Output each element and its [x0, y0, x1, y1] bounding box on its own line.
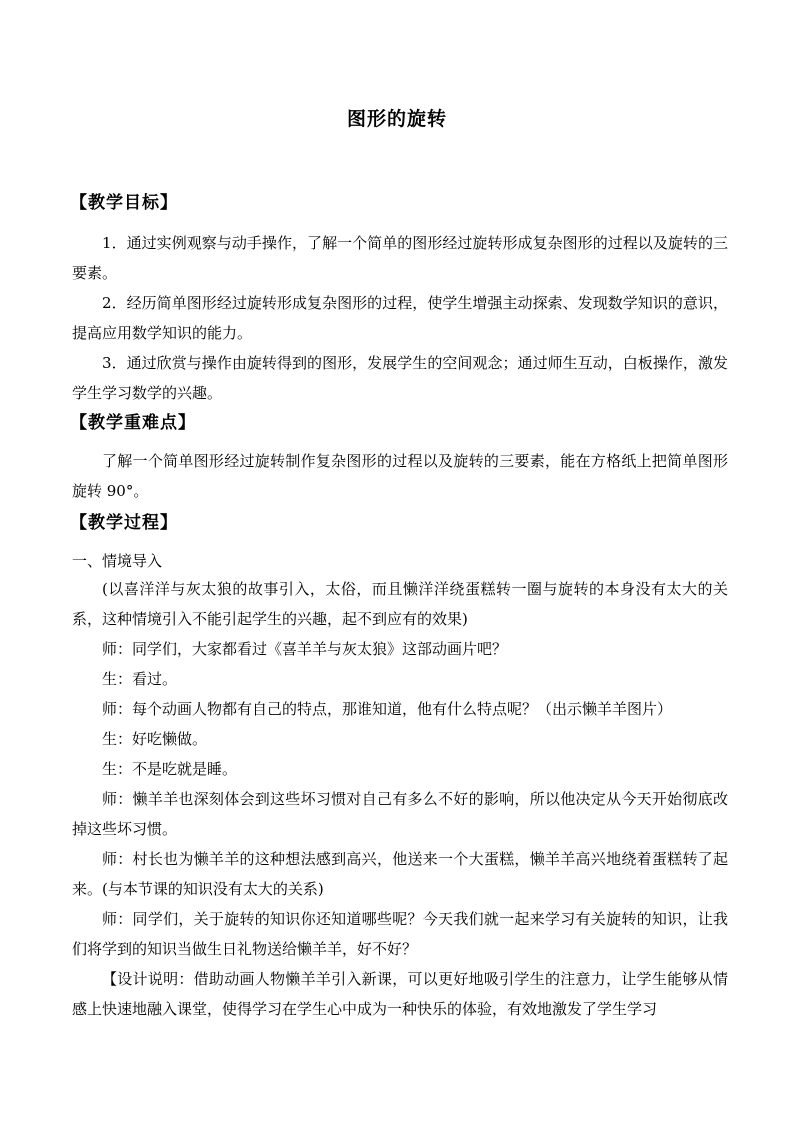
intro-paragraph-9: 师：同学们，关于旋转的知识你还知道哪些呢？今天我们就一起来学习有关旋转的知识，让我们将学到的知识当做生日礼物送给懒羊羊，好不好？ — [72, 910, 728, 958]
objective-item-2: 2．经历简单图形经过旋转形成复杂图形的过程，使学生增强主动探索、发现数学知识的意识，提高应用数学知识的能力。 — [72, 294, 728, 342]
intro-paragraph-6: 生：不是吃就是睡。 — [102, 760, 238, 778]
intro-paragraph-3: 生：看过。 — [102, 670, 178, 688]
objectives-heading: 【教学目标】 — [70, 193, 178, 213]
intro-paragraph-5: 生：好吃懒做。 — [102, 730, 208, 748]
intro-paragraph-1: (以喜洋洋与灰太狼的故事引入，太俗，而且懒洋洋绕蛋糕转一圈与旋转的本身没有太大的关系，这种情境引入不能引起学生的兴趣，起不到应有的效果) — [72, 580, 728, 628]
intro-paragraph-4: 师：每个动画人物都有自己的特点，那谁知道，他有什么特点呢？（出示懒羊羊图片） — [102, 700, 673, 718]
page-title: 图形的旋转 — [346, 108, 447, 130]
intro-heading: 一、情境导入 — [72, 552, 163, 570]
key-points-heading: 【教学重难点】 — [70, 413, 196, 433]
design-note: 【设计说明：借助动画人物懒羊羊引入新课，可以更好地吸引学生的注意力，让学生能够从情感上快速地融入课堂，使得学习在学生心中成为一种快乐的体验，有效地激发了学生学习 — [72, 970, 728, 1018]
intro-paragraph-2: 师：同学们，大家都看过《喜羊羊与灰太狼》这部动画片吧？ — [102, 640, 508, 658]
intro-paragraph-8: 师：村长也为懒羊羊的这种想法感到高兴，他送来一个大蛋糕，懒羊羊高兴地绕着蛋糕转了起来。(与本节课的知识没有太大的关系) — [72, 850, 728, 898]
objective-item-3: 3．通过欣赏与操作由旋转得到的图形，发展学生的空间观念；通过师生互动，白板操作，激发学生学习数学的兴趣。 — [72, 354, 728, 402]
process-heading: 【教学过程】 — [70, 513, 178, 533]
key-points-text: 了解一个简单图形经过旋转制作复杂图形的过程以及旋转的三要素，能在方格纸上把简单图形旋转 90°。 — [72, 452, 728, 500]
objective-item-1: 1．通过实例观察与动手操作，了解一个简单的图形经过旋转形成复杂图形的过程以及旋转的三要素。 — [72, 234, 728, 282]
intro-paragraph-7: 师：懒羊羊也深刻体会到这些坏习惯对自己有多么不好的影响，所以他决定从今天开始彻底改掉这些坏习惯。 — [72, 790, 728, 838]
